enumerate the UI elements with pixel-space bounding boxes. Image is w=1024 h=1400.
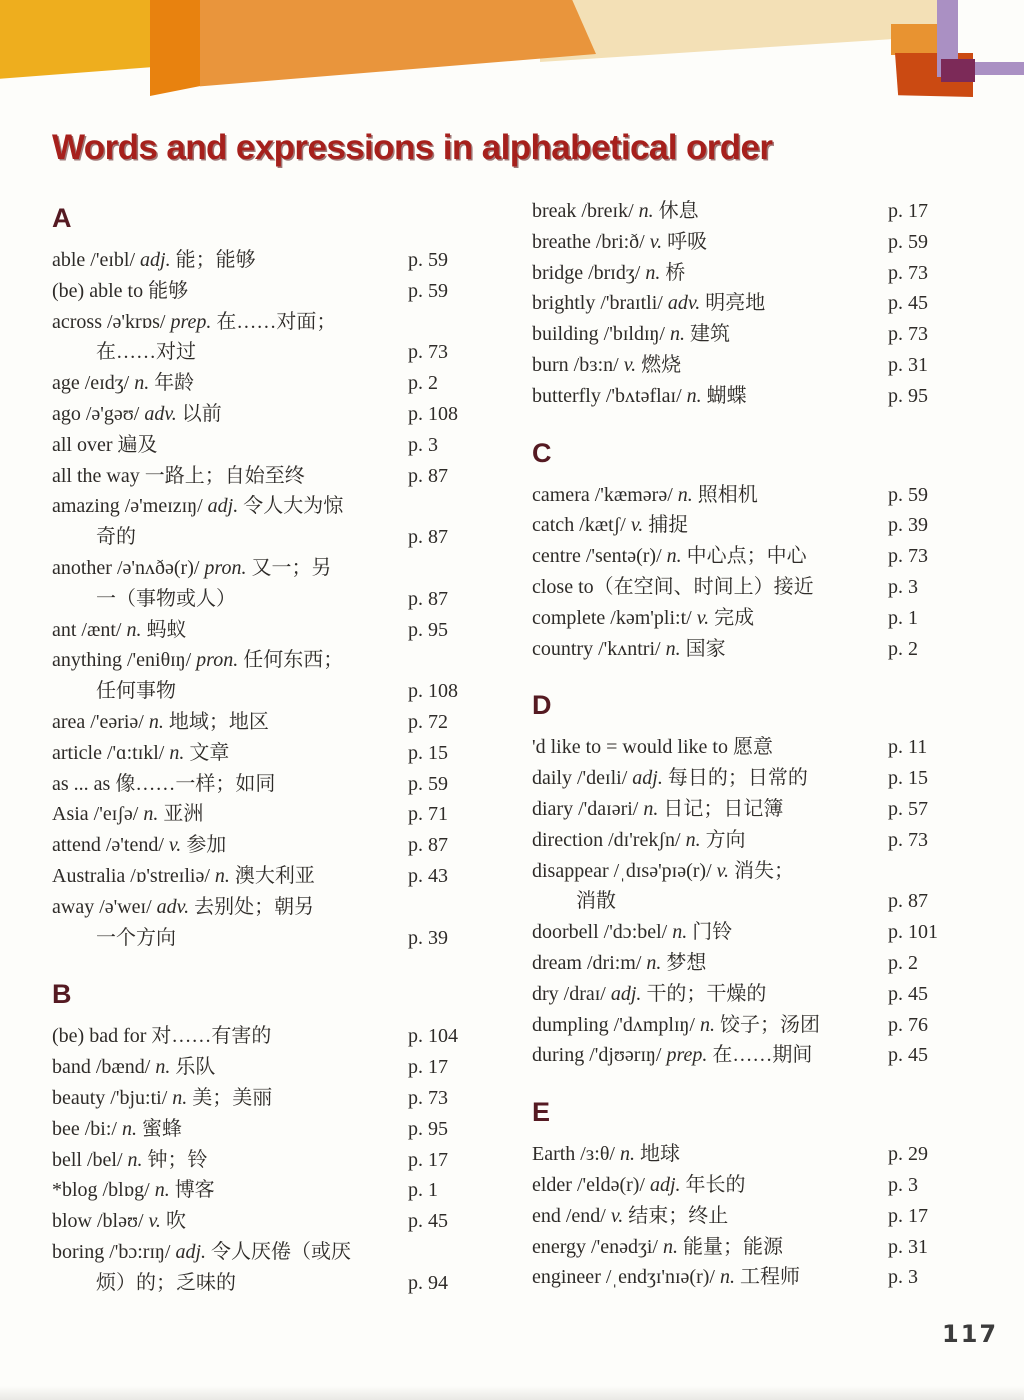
dictionary-entry (52, 707, 472, 738)
entry-headword: ant /ænt/ (52, 618, 122, 641)
dictionary-entry (532, 572, 952, 603)
entry-headword: boring /'bɔ:rɪŋ/ (52, 1240, 171, 1263)
dictionary-entry (532, 917, 952, 948)
entry-text: bell /bel/ n. 钟；铃 (52, 1148, 208, 1171)
part-of-speech: n. (699, 1013, 715, 1036)
dictionary-entry (532, 1170, 952, 1201)
section-a (52, 205, 472, 953)
part-of-speech: n. (143, 803, 159, 826)
page-reference: p. 59 (408, 772, 448, 795)
entry-headword: all over 遍及 (52, 433, 158, 456)
entry-headword: brightly /'braɪtli/ (532, 292, 663, 315)
entry-headword: 'd like to = would like to 愿意 (532, 736, 773, 759)
entry-text: elder /'eldə(r)/ adj. 年长的 (532, 1173, 746, 1196)
entry-headword: article /'ɑ:tɪkl/ (52, 741, 165, 764)
entry-text: disappear /ˌdɪsə'pɪə(r)/ v. 消失； 消散 (532, 856, 886, 918)
dictionary-entry (52, 615, 472, 646)
page-bottom-shadow (0, 1386, 1024, 1400)
dictionary-entry (532, 1040, 952, 1071)
page-reference: p. 87 (408, 834, 448, 857)
dictionary-entry (52, 861, 472, 892)
dictionary-entry (532, 825, 952, 856)
part-of-speech: n. (643, 797, 659, 820)
entry-text: break /breɪk/ n. 休息 (532, 200, 699, 222)
entry-headword: (be) bad for 对……有害的 (52, 1025, 272, 1048)
entry-headword: attend /ə'tend/ (52, 834, 164, 857)
entry-headword: catch /kætʃ/ (532, 514, 626, 537)
dictionary-entry (52, 461, 472, 492)
entry-headword: anything /'eniθɪŋ/ (52, 649, 192, 672)
entry-continuation: 一（事物或人） (96, 587, 236, 610)
entry-headword: blow /bləʊ/ (52, 1210, 144, 1233)
dictionary-entry (52, 1083, 472, 1114)
entry-text: dry /draɪ/ adj. 干的；干燥的 (532, 982, 767, 1005)
entry-text: Australia /ɒ'streɪliə/ n. 澳大利亚 (52, 864, 315, 887)
dictionary-entry (52, 430, 472, 461)
entry-headword: bee /bi:/ (52, 1117, 117, 1140)
entry-headword: bridge /brɪdʒ/ (532, 261, 641, 284)
section-letter: D (532, 690, 552, 721)
page-reference: p. 87 (408, 464, 448, 487)
part-of-speech: n. (672, 921, 688, 944)
page-reference: p. 73 (888, 545, 928, 568)
dictionary-entry (532, 634, 952, 665)
page-reference: p. 31 (888, 1235, 928, 1258)
section-continued (532, 196, 952, 412)
entry-text: across /ə'krɒs/ prep. 在……对面； 在……对过 (52, 307, 406, 369)
page-reference: p. 57 (888, 797, 928, 820)
part-of-speech: adj. (140, 249, 171, 271)
dictionary-entry (52, 738, 472, 769)
entry-text: breathe /bri:ð/ v. 呼吸 (532, 230, 708, 253)
entry-text: centre /'sentə(r)/ n. 中心点；中心 (532, 545, 807, 568)
part-of-speech: adv. (667, 292, 701, 315)
part-of-speech: n. (685, 828, 701, 851)
part-of-speech: n. (669, 323, 685, 346)
dictionary-entry (532, 196, 952, 227)
entry-continuation: 一个方向 (96, 926, 176, 949)
page-reference: p. 95 (408, 618, 448, 641)
part-of-speech: n. (719, 1266, 735, 1289)
entry-headword: country /'kʌntri/ (532, 637, 661, 660)
page-reference: p. 3 (888, 575, 918, 598)
dictionary-entry (532, 227, 952, 258)
page-reference: p. 2 (888, 637, 918, 660)
page-reference: p. 45 (408, 1210, 448, 1233)
part-of-speech: n. (686, 384, 702, 407)
dictionary-entry (532, 603, 952, 634)
dictionary-entry (52, 1175, 472, 1206)
dictionary-entry (532, 510, 952, 541)
page-reference: p. 3 (888, 1173, 918, 1196)
dictionary-entry (532, 258, 952, 289)
page-reference: p. 94 (408, 1271, 448, 1294)
dictionary-entry (52, 245, 472, 276)
dictionary-entry (532, 856, 952, 918)
entry-text: amazing /ə'meɪzɪŋ/ adj. 令人大为惊 奇的 (52, 491, 406, 553)
banner-orange-shape (200, 0, 596, 90)
part-of-speech: n. (662, 1235, 678, 1258)
entry-text: end /end/ v. 结束；终止 (532, 1204, 729, 1227)
entry-text: boring /'bɔ:rɪŋ/ adj. 令人厌倦（或厌 烦）的；乏味的 (52, 1237, 406, 1299)
entry-text: ago /ə'gəʊ/ adv. 以前 (52, 402, 222, 425)
entry-headword: building /'bɪldɪŋ/ (532, 323, 665, 346)
entry-text: dream /dri:m/ n. 梦想 (532, 951, 707, 974)
page-reference: p. 76 (888, 1013, 928, 1036)
section-c (532, 437, 952, 665)
entry-headword: Asia /'eɪʃə/ (52, 803, 139, 826)
entry-headword: Earth /ɜ:θ/ (532, 1143, 615, 1166)
page-reference: p. 11 (888, 736, 928, 759)
dictionary-entry (52, 1206, 472, 1237)
page-reference: p. 3 (888, 1266, 918, 1289)
page-reference: p. 73 (888, 323, 928, 346)
dictionary-entry (52, 399, 472, 430)
entry-text: direction /dɪ'rekʃn/ n. 方向 (532, 828, 746, 851)
entry-headword: Australia /ɒ'streɪliə/ (52, 864, 210, 887)
page-reference: p. 73 (888, 828, 928, 851)
entry-text (52, 1021, 406, 1052)
part-of-speech: adj. (610, 982, 642, 1005)
entry-continuation: 烦）的；乏味的 (96, 1271, 236, 1294)
page-reference: p. 59 (408, 279, 448, 302)
part-of-speech: v. (716, 859, 730, 882)
dictionary-entry (532, 763, 952, 794)
part-of-speech: v. (168, 834, 182, 857)
dictionary-entry (52, 769, 472, 800)
page-reference: p. 17 (408, 1056, 448, 1079)
part-of-speech: adv. (156, 895, 190, 918)
entry-text: brightly /'braɪtli/ adv. 明亮地 (532, 292, 766, 315)
page-reference: p. 71 (408, 803, 448, 826)
entry-headword: amazing /ə'meɪzɪŋ/ (52, 495, 203, 518)
section-b (52, 981, 472, 1298)
part-of-speech: v. (696, 606, 710, 629)
page-reference: p. 39 (408, 926, 448, 949)
dictionary-entry (52, 1052, 472, 1083)
dictionary-entry (532, 732, 952, 763)
entry-headword: engineer /ˌendʒɪ'nɪə(r)/ (532, 1266, 715, 1289)
page-reference: p. 59 (888, 230, 928, 253)
part-of-speech: v. (610, 1204, 624, 1227)
entry-headword: elder /'eldə(r)/ (532, 1173, 645, 1196)
entry-text: area /'eəriə/ n. 地域；地区 (52, 710, 269, 733)
entry-text: camera /'kæmərə/ n. 照相机 (532, 483, 758, 506)
entry-headword: doorbell /'dɔ:bel/ (532, 921, 668, 944)
entry-text: anything /'eniθɪŋ/ pron. 任何东西； 任何事物 (52, 645, 406, 707)
page-reference: p. 95 (888, 384, 928, 407)
page-reference: p. 59 (888, 483, 928, 506)
section-letter: E (532, 1097, 551, 1128)
dictionary-entry (52, 276, 472, 307)
banner-orange-strip-shape (150, 0, 208, 96)
entry-text (52, 461, 406, 492)
entry-text: butterfly /'bʌtəflaɪ/ n. 蝴蝶 (532, 384, 747, 407)
page-reference: p. 73 (408, 1086, 448, 1109)
entry-headword: diary /'daɪəri/ (532, 797, 639, 820)
dictionary-entry (52, 1114, 472, 1145)
entry-text: doorbell /'dɔ:bel/ n. 门铃 (532, 921, 733, 944)
part-of-speech: n. (126, 618, 142, 641)
entry-text (52, 769, 406, 800)
entry-headword: all the way 一路上；自始至终 (52, 464, 305, 487)
dictionary-entry (532, 1010, 952, 1041)
dictionary-entry (52, 830, 472, 861)
entry-text: able /'eɪbl/ adj. 能；能够 (52, 249, 256, 271)
part-of-speech: n. (666, 545, 682, 568)
dictionary-entry (52, 892, 472, 954)
entry-headword: during /'djʊərɪŋ/ (532, 1044, 662, 1067)
banner-beige-shape (540, 0, 940, 62)
page-reference: p. 2 (888, 951, 918, 974)
entry-text (532, 572, 886, 603)
page-reference: p. 43 (408, 864, 448, 887)
page-reference: p. 29 (888, 1143, 928, 1166)
page-reference: p. 45 (888, 1044, 928, 1067)
dictionary-entry (532, 979, 952, 1010)
part-of-speech: n. (619, 1143, 635, 1166)
section-letter: C (532, 437, 552, 468)
entry-headword: able /'eɪbl/ (52, 249, 136, 271)
part-of-speech: v. (630, 514, 644, 537)
page-reference: p. 17 (888, 200, 928, 222)
banner-dark-purple-corner (941, 59, 975, 82)
entry-headword: breathe /bri:ð/ (532, 230, 645, 253)
section-letter: B (52, 979, 72, 1010)
dictionary-entry (532, 480, 952, 511)
entry-text: ant /ænt/ n. 蚂蚁 (52, 618, 187, 641)
entry-text: away /ə'weɪ/ adv. 去别处；朝另 一个方向 (52, 892, 406, 954)
entry-text: daily /'deɪli/ adj. 每日的；日常的 (532, 767, 808, 790)
entry-headword: beauty /'bju:ti/ (52, 1086, 168, 1109)
page-reference: p. 17 (408, 1148, 448, 1171)
entry-headword: (be) able to 能够 (52, 279, 189, 302)
dictionary-entry (532, 794, 952, 825)
entry-text: Asia /'eɪʃə/ n. 亚洲 (52, 803, 204, 826)
entry-headword: bell /bel/ (52, 1148, 123, 1171)
dictionary-entry (532, 541, 952, 572)
dictionary-entry (532, 1262, 952, 1293)
dictionary-entry (52, 307, 472, 369)
entry-headword: burn /bɜ:n/ (532, 353, 619, 376)
page-reference: p. 73 (408, 341, 448, 364)
entry-headword: direction /dɪ'rekʃn/ (532, 828, 681, 851)
entry-headword: across /ə'krɒs/ (52, 310, 166, 333)
dictionary-entry (532, 1232, 952, 1263)
entry-text: engineer /ˌendʒɪ'nɪə(r)/ n. 工程师 (532, 1266, 800, 1289)
page-reference: p. 15 (408, 741, 448, 764)
page-title: Words and expressions in alphabetical order (52, 128, 773, 167)
entry-text: Earth /ɜ:θ/ n. 地球 (532, 1143, 680, 1166)
dictionary-entry (52, 1145, 472, 1176)
page-reference: p. 73 (888, 261, 928, 284)
entry-text: another /ə'nʌðə(r)/ pron. 又一；另 一（事物或人） (52, 553, 406, 615)
page-reference: p. 104 (408, 1025, 458, 1048)
entry-text: country /'kʌntri/ n. 国家 (532, 637, 726, 660)
page-number: 117 (942, 1320, 999, 1348)
part-of-speech: adj. (207, 495, 239, 518)
entry-text: during /'djʊərɪŋ/ prep. 在……期间 (532, 1044, 813, 1067)
entry-text: band /bænd/ n. 乐队 (52, 1056, 216, 1079)
entry-headword: daily /'deɪli/ (532, 767, 628, 790)
entry-text: complete /kəm'pli:t/ v. 完成 (532, 606, 755, 629)
section-d (532, 692, 952, 1071)
entry-headword: age /eɪdʒ/ (52, 372, 130, 395)
entry-headword: disappear /ˌdɪsə'pɪə(r)/ (532, 859, 712, 882)
entry-text: article /'ɑ:tɪkl/ n. 文章 (52, 741, 230, 764)
page-reference: p. 17 (888, 1204, 928, 1227)
part-of-speech: prep. (170, 310, 212, 333)
page-reference: p. 2 (408, 372, 438, 395)
part-of-speech: v. (148, 1210, 161, 1233)
part-of-speech: n. (677, 483, 693, 506)
entry-headword: area /'eəriə/ (52, 710, 144, 733)
entry-continuation: 消散 (576, 890, 616, 913)
part-of-speech: n. (155, 1056, 171, 1079)
entry-text (52, 276, 406, 307)
page-reference: p. 108 (408, 680, 458, 703)
section-letter: A (52, 203, 72, 233)
entry-headword: complete /kəm'pli:t/ (532, 606, 692, 629)
entry-headword: energy /'enədʒi/ (532, 1235, 658, 1258)
entry-headword: butterfly /'bʌtəflaɪ/ (532, 384, 682, 407)
entry-text: diary /'daɪəri/ n. 日记；日记簿 (532, 797, 784, 820)
entry-text: beauty /'bju:ti/ n. 美；美丽 (52, 1086, 273, 1109)
dictionary-entry (532, 1201, 952, 1232)
page-reference: p. 45 (888, 292, 928, 315)
entry-headword: band /bænd/ (52, 1056, 151, 1079)
dictionary-entry (52, 553, 472, 615)
part-of-speech: n. (172, 1086, 188, 1109)
entry-text: catch /kætʃ/ v. 捕捉 (532, 514, 689, 537)
page-reference: p. 95 (408, 1117, 448, 1140)
part-of-speech: pron. (204, 556, 247, 579)
part-of-speech: n. (665, 637, 681, 660)
dictionary-entry (532, 948, 952, 979)
entry-headword: centre /'sentə(r)/ (532, 545, 662, 568)
page-reference: p. 72 (408, 710, 448, 733)
page-reference: p. 101 (888, 921, 938, 944)
part-of-speech: n. (645, 261, 661, 284)
entry-continuation: 任何事物 (96, 680, 176, 703)
entry-headword: dumpling /'dʌmplɪŋ/ (532, 1013, 695, 1036)
entry-text (52, 430, 406, 461)
dictionary-entry (532, 288, 952, 319)
page-reference: p. 108 (408, 402, 458, 425)
part-of-speech: n. (214, 864, 230, 887)
page-reference: p. 15 (888, 767, 928, 790)
entry-headword: *blog /blɒg/ (52, 1179, 150, 1202)
entry-text: building /'bɪldɪŋ/ n. 建筑 (532, 323, 730, 346)
part-of-speech: n. (154, 1179, 170, 1202)
entry-continuation: 在……对过 (96, 341, 196, 364)
part-of-speech: n. (169, 741, 185, 764)
dictionary-entry (532, 381, 952, 412)
part-of-speech: n. (646, 951, 662, 974)
entry-headword: as ... as 像……一样；如同 (52, 772, 276, 795)
part-of-speech: adj. (175, 1240, 207, 1263)
part-of-speech: n. (148, 710, 164, 733)
entry-text: burn /bɜ:n/ v. 燃烧 (532, 353, 682, 376)
entry-headword: dream /dri:m/ (532, 951, 642, 974)
dictionary-entry (52, 1237, 472, 1299)
page-reference: p. 1 (888, 606, 918, 629)
page-reference: p. 87 (888, 890, 928, 913)
part-of-speech: adj. (649, 1173, 681, 1196)
entry-continuation: 奇的 (96, 526, 136, 549)
entry-text (532, 732, 886, 763)
entry-headword: away /ə'weɪ/ (52, 895, 152, 918)
entry-headword: another /ə'nʌðə(r)/ (52, 556, 200, 579)
entry-text: bridge /brɪdʒ/ n. 桥 (532, 261, 686, 284)
page-reference: p. 45 (888, 982, 928, 1005)
section-e (532, 1099, 952, 1293)
part-of-speech: n. (127, 1148, 143, 1171)
part-of-speech: n. (121, 1117, 137, 1140)
banner-gold-shape (0, 0, 172, 82)
part-of-speech: v. (649, 230, 663, 253)
dictionary-entry (52, 1021, 472, 1052)
part-of-speech: prep. (666, 1044, 708, 1067)
page-reference: p. 87 (408, 587, 448, 610)
entry-text: attend /ə'tend/ v. 参加 (52, 834, 227, 857)
banner-orange-square-shape (891, 24, 938, 55)
part-of-speech: adj. (632, 767, 663, 790)
page-reference: p. 59 (408, 249, 448, 271)
part-of-speech: pron. (196, 649, 239, 672)
part-of-speech: n. (638, 200, 654, 222)
page-reference: p. 3 (408, 433, 438, 456)
entry-headword: dry /draɪ/ (532, 982, 606, 1005)
page-reference: p. 39 (888, 514, 928, 537)
entry-text: dumpling /'dʌmplɪŋ/ n. 饺子；汤团 (532, 1013, 820, 1036)
page-reference: p. 31 (888, 353, 928, 376)
dictionary-entry (52, 799, 472, 830)
entry-text: age /eɪdʒ/ n. 年龄 (52, 372, 195, 395)
entry-headword: ago /ə'gəʊ/ (52, 402, 140, 425)
page-reference: p. 1 (408, 1179, 438, 1202)
dictionary-entry (532, 1139, 952, 1170)
dictionary-entry (532, 350, 952, 381)
dictionary-entry (532, 319, 952, 350)
entry-headword: break /breɪk/ (532, 200, 634, 222)
dictionary-entry (52, 645, 472, 707)
entry-headword: end /end/ (532, 1204, 606, 1227)
dictionary-entry (52, 368, 472, 399)
glossary-column-right (532, 196, 952, 1293)
entry-text: blow /bləʊ/ v. 吹 (52, 1210, 186, 1233)
entry-headword: camera /'kæmərə/ (532, 483, 673, 506)
page-reference: p. 87 (408, 526, 448, 549)
dictionary-entry (52, 491, 472, 553)
part-of-speech: n. (134, 372, 150, 395)
entry-text: bee /bi:/ n. 蜜蜂 (52, 1117, 182, 1140)
entry-headword: close to（在空间、时间上）接近 (532, 575, 814, 598)
glossary-column-left (52, 205, 472, 1299)
part-of-speech: adv. (144, 402, 177, 425)
part-of-speech: v. (623, 353, 637, 376)
entry-text: energy /'enədʒi/ n. 能量；能源 (532, 1235, 783, 1258)
entry-text: *blog /blɒg/ n. 博客 (52, 1179, 215, 1202)
